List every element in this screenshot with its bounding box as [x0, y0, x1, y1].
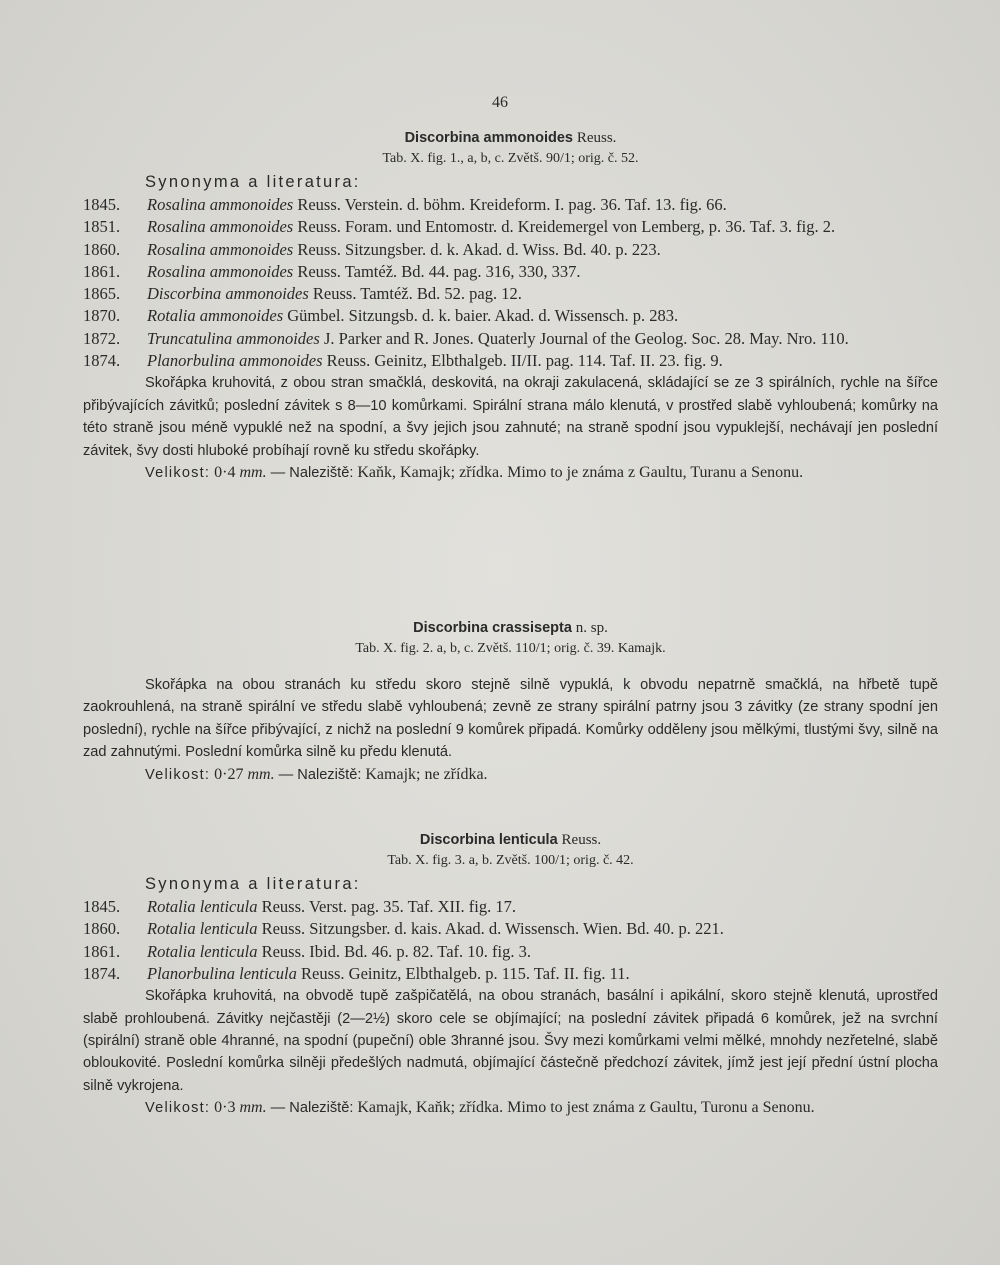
locality-text: Kamajk; ne zřídka.: [361, 765, 488, 783]
locality-text: Kaňk, Kamajk; zřídka. Mimo to je známa z Gaultu, Turanu a Senonu.: [353, 464, 804, 481]
size-value: 0·3: [210, 1099, 240, 1117]
reference-taxon: Rosalina ammonoides: [147, 239, 294, 259]
reference-taxon: Rotalia lenticula: [147, 897, 258, 916]
reference-item: [83, 918, 938, 940]
reference-item: [83, 239, 938, 261]
size-locality-line: [83, 1097, 938, 1119]
reference-year: 1860.: [83, 239, 121, 259]
reference-item: [83, 941, 938, 963]
reference-taxon: Rosalina ammonoides: [147, 195, 294, 214]
reference-year: 1851.: [83, 217, 121, 237]
reference-year: 1865.: [83, 284, 121, 304]
species-author: n. sp.: [575, 620, 608, 636]
reference-year: 1861.: [83, 261, 121, 281]
reference-text: Reuss. Verstein. d. böhm. Kreideform. I. pag. 36. Taf. 13. fig. 66.: [293, 195, 727, 214]
reference-item: [83, 896, 938, 918]
reference-year: 1874.: [83, 963, 121, 983]
species-name: Discorbina lenticula: [419, 832, 558, 848]
reference-item: [83, 283, 938, 305]
reference-item: [83, 350, 938, 372]
reference-item: [83, 216, 938, 238]
reference-item: [83, 261, 938, 283]
species-entry-crassisepta: [83, 618, 938, 786]
locality-text: Kamajk, Kaňk; zřídka. Mimo to jest známa z Gaultu, Turonu a Senonu.: [353, 1099, 815, 1117]
reference-taxon: Rotalia lenticula: [147, 941, 258, 961]
species-title: [83, 830, 938, 850]
reference-year: 1861.: [83, 941, 121, 961]
species-description: Skořápka kruhovitá, na obvodě tupě zašpičatělá, na obou stranách, basální i apikální, skoro stejně klenutá, uprostřed slabě prohloubená. Závitky nejčastěji (2—2½) skoro cele se objímající; na poslední závitek připadá 6 komůrek, jež na svrchní (spirální) straně oble 4hranné, na spodní (pupeční) oble 3hranné jsou. Švy mezi komůrkami velmi mělké, mnohdy nezřetelné, slabě obloukovité. Poslední komůrka silněji předešlých nadmutá, objímající částečně předchozí závitek, jímž jest její přední ústní plocha silně vykrojena.: [83, 988, 938, 1094]
reference-text: Reuss. Geinitz, Elbthalgeb. II/II. pag. 114. Taf. II. 23. fig. 9.: [322, 351, 723, 371]
size-unit: mm.: [239, 1099, 267, 1117]
species-title: [83, 128, 938, 148]
locality-label: — Naleziště:: [266, 1100, 354, 1117]
size-value: 0·27: [210, 765, 248, 783]
reference-year: 1872.: [83, 328, 121, 348]
reference-text: Reuss. Sitzungsber. d. kais. Akad. d. Wissensch. Wien. Bd. 40. p. 221.: [257, 919, 724, 939]
reference-text: Reuss. Geinitz, Elbthalgeb. p. 115. Taf. II. fig. 11.: [296, 963, 630, 983]
reference-taxon: Rotalia lenticula: [147, 919, 258, 939]
reference-text: J. Parker and R. Jones. Quaterly Journal of the Geolog. Soc. 28. May. Nro. 110.: [319, 328, 849, 348]
species-author: Reuss.: [576, 130, 617, 146]
reference-year: 1874.: [83, 351, 121, 371]
reference-taxon: Rotalia ammonoides: [147, 306, 284, 326]
species-description: Skořápka kruhovitá, z obou stran smačklá, deskovitá, na okraji zakulacená, skládající se ze 3 spirálních, rychle na šířce přibývajících závitků; poslední závitek s 8—10 komůrkami. Spirální strana málo klenutá, v prostřed slabě vyhloubená; komůrky na této straně jsou méně vypuklé než na spodní, a švy jejich jsou zahnuté; na straně spodní jsou vypuklejší, nechávají jen poslední závitek, švy dosti hluboké probíhají rovně ku středu skořápky.: [83, 375, 938, 459]
reference-text: Reuss. Tamtéž. Bd. 44. pag. 316, 330, 337.: [293, 261, 581, 281]
size-value: 0·4: [210, 464, 240, 481]
size-label: Velikost:: [145, 1100, 211, 1117]
reference-taxon: Truncatulina ammonoides: [147, 328, 320, 348]
plate-reference: Tab. X. fig. 1., a, b, c. Zvětš. 90/1; orig. č. 52.: [382, 151, 639, 166]
reference-taxon: Rosalina ammonoides: [147, 261, 294, 281]
species-entry-ammonoides: [83, 128, 938, 484]
synonyma-heading: Synonyma a literatura:: [145, 875, 361, 893]
species-author: Reuss.: [561, 832, 602, 848]
size-unit: mm.: [239, 464, 267, 481]
size-label: Velikost:: [145, 766, 211, 783]
reference-taxon: Planorbulina lenticula: [147, 963, 297, 983]
reference-item: [83, 194, 938, 216]
reference-year: 1845.: [83, 897, 121, 916]
reference-list: [83, 194, 938, 372]
reference-item: [83, 963, 938, 985]
synonyma-heading: Synonyma a literatura:: [145, 173, 361, 191]
page-number: 46: [492, 94, 508, 111]
reference-text: Reuss. Verst. pag. 35. Taf. XII. fig. 17.: [257, 897, 516, 916]
size-locality-line: [83, 764, 938, 786]
size-unit: mm.: [247, 765, 275, 783]
plate-reference: Tab. X. fig. 3. a, b. Zvětš. 100/1; orig. č. 42.: [387, 853, 634, 868]
reference-year: 1845.: [83, 195, 121, 214]
size-locality-line: [83, 462, 938, 484]
size-label: Velikost:: [145, 465, 211, 481]
reference-text: Reuss. Tamtéž. Bd. 52. pag. 12.: [308, 284, 522, 304]
plate-reference: Tab. X. fig. 2. a, b, c. Zvětš. 110/1; orig. č. 39. Kamajk.: [355, 641, 666, 656]
species-entry-lenticula: [83, 830, 938, 1120]
reference-list: [83, 896, 938, 985]
reference-taxon: Discorbina ammonoides: [147, 284, 309, 304]
reference-text: Reuss. Sitzungsber. d. k. Akad. d. Wiss. Bd. 40. p. 223.: [293, 239, 661, 259]
species-description: Skořápka na obou stranách ku středu skoro stejně silně vypuklá, k obvodu nepatrně smačklá, na hřbetě tupě zaokrouhlená, na straně spirální ve středu slabě vyhloubená; zevně ze strany spirální patrny jsou 3 závitky (ze strany spodní jen poslední), rychle na šířce přibývající, z nichž na poslední 9 komůrek připadá. Komůrky odděleny jsou mělkými, tlustými švy, silně na zad zahnutými. Poslední komůrka silně ku předu klenutá.: [83, 677, 938, 761]
reference-text: Gümbel. Sitzungsb. d. k. baier. Akad. d. Wissensch. p. 283.: [283, 306, 679, 326]
reference-year: 1870.: [83, 306, 121, 326]
reference-year: 1860.: [83, 919, 121, 939]
reference-item: [83, 305, 938, 327]
reference-taxon: Planorbulina ammonoides: [147, 351, 323, 371]
locality-label: — Naleziště:: [274, 766, 362, 783]
reference-taxon: Rosalina ammonoides: [147, 217, 294, 237]
locality-label: — Naleziště:: [266, 465, 354, 481]
reference-item: [83, 328, 938, 350]
reference-text: Reuss. Foram. und Entomostr. d. Kreidemergel von Lemberg, p. 36. Taf. 3. fig. 2.: [293, 217, 836, 237]
reference-text: Reuss. Ibid. Bd. 46. p. 82. Taf. 10. fig. 3.: [257, 941, 531, 961]
species-name: Discorbina ammonoides: [404, 130, 573, 146]
species-name: Discorbina crassisepta: [413, 620, 572, 636]
species-title: [83, 618, 938, 638]
